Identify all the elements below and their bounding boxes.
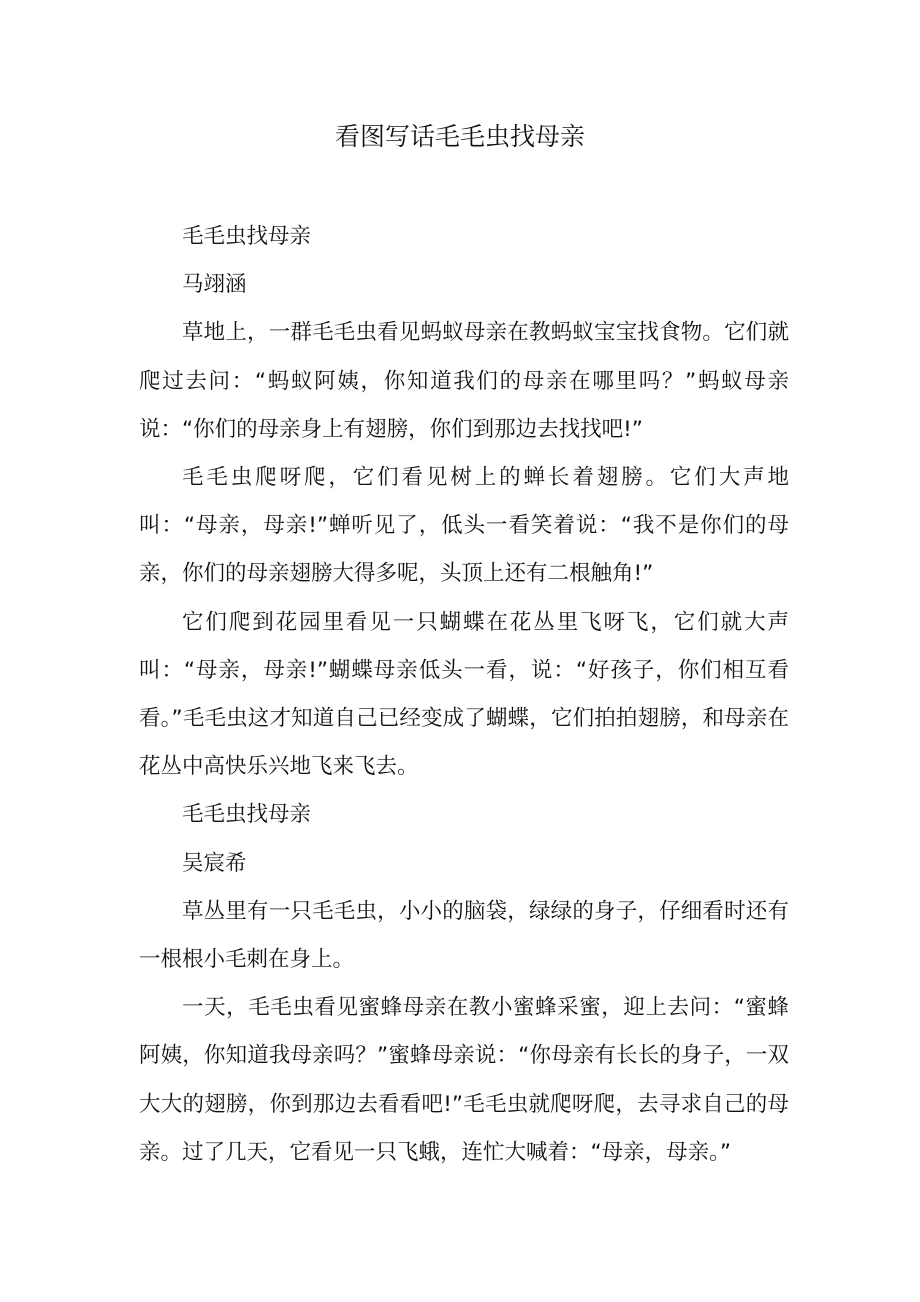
document-body bbox=[139, 213, 789, 1177]
story-title-2: 毛毛虫找母亲 bbox=[182, 802, 312, 828]
story-author-1: 马翊涵 bbox=[182, 272, 247, 298]
story-author-2: 吴宸希 bbox=[182, 850, 247, 876]
document-title: 看图写话毛毛虫找母亲 bbox=[334, 122, 585, 151]
story-paragraph: 它们爬到花园里看见一只蝴蝶在花丛里飞呀飞，它们就大声叫：“母亲，母亲!”蝴蝶母亲低头一看，说：“好孩子，你们相互看看。”毛毛虫这才知道自己已经变成了蝴蝶，它们拍拍翅膀，和母亲在花丛中高快乐兴地飞来飞去。 bbox=[139, 609, 789, 780]
story-title-1: 毛毛虫找母亲 bbox=[182, 224, 312, 249]
story-paragraph: 草地上，一群毛毛虫看见蚂蚁母亲在教蚂蚁宝宝找食物。它们就爬过去问：“蚂蚁阿姨，你知道我们的母亲在哪里吗？”蚂蚁母亲说：“你们的母亲身上有翅膀，你们到那边去找找吧!” bbox=[139, 320, 789, 442]
story-paragraph: 一天，毛毛虫看见蜜蜂母亲在教小蜜蜂采蜜，迎上去问：“蜜蜂阿姨，你知道我母亲吗？”蜜蜂母亲说：“你母亲有长长的身子，一双大大的翅膀，你到那边去看看吧!”毛毛虫就爬呀爬，去寻求自己的母亲。过了几天，它看见一只飞蛾，连忙大喊着：“母亲，母亲。” bbox=[139, 995, 789, 1165]
story-paragraph: 毛毛虫爬呀爬，它们看见树上的蝉长着翅膀。它们大声地叫：“母亲，母亲!”蝉听见了，低头一看笑着说：“我不是你们的母亲，你们的母亲翅膀大得多呢，头顶上还有二根触角!” bbox=[139, 465, 789, 587]
story-paragraph: 草丛里有一只毛毛虫，小小的脑袋，绿绿的身子，仔细看时还有一根根小毛刺在身上。 bbox=[139, 898, 789, 973]
